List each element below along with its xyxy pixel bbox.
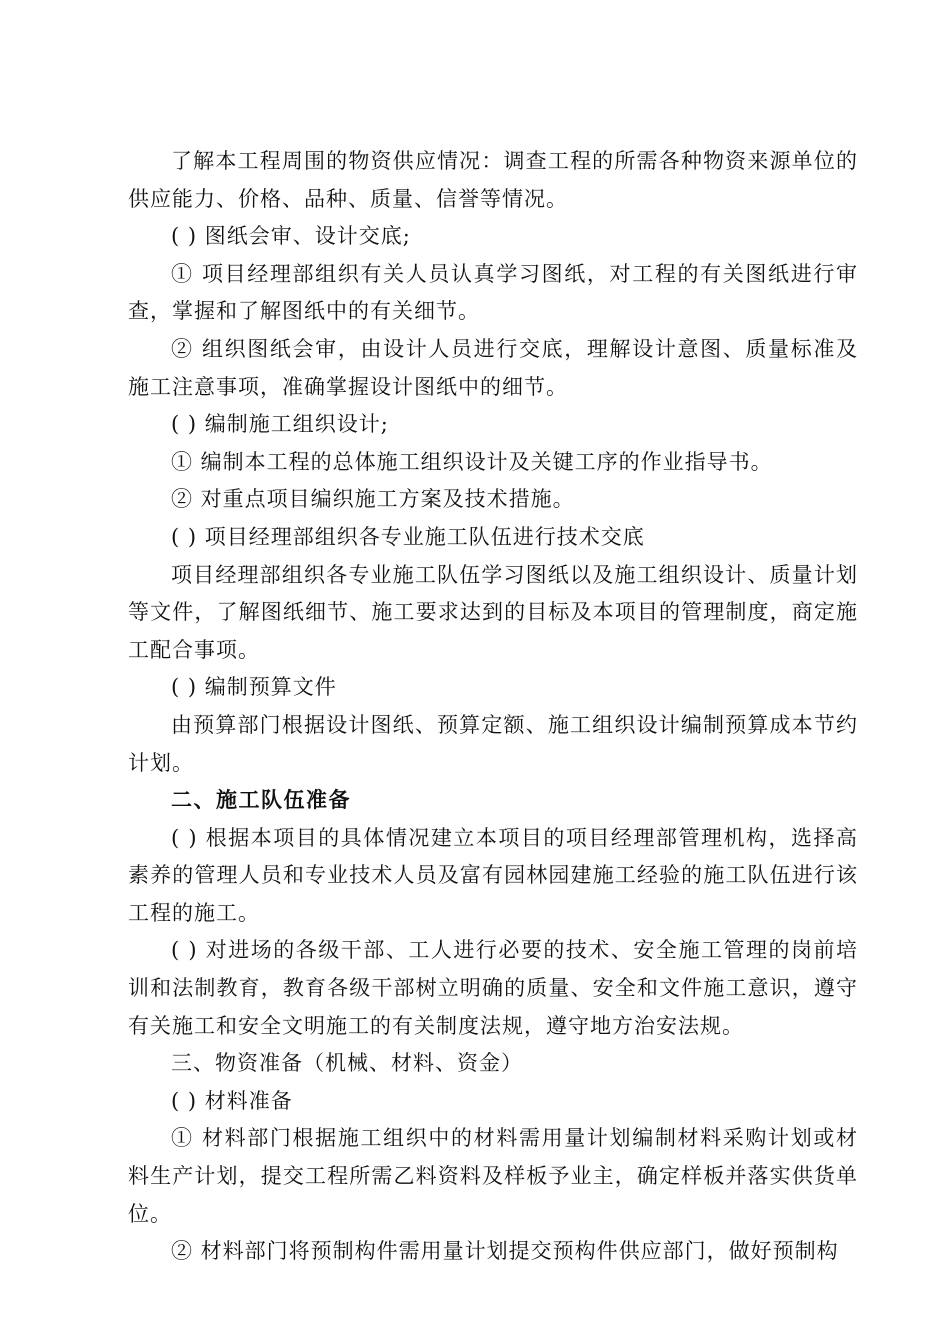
paragraph-drawing-review-2: ② 组织图纸会审，由设计人员进行交底，理解设计意图、质量标准及施工注意事项，准确掌握设计图纸中的细节。 [128,336,858,399]
paragraph-budget-heading: ( ) 编制预算文件 [171,675,337,700]
section-heading-material-preparation: 三、物资准备（机械、材料、资金） [171,1051,523,1076]
paragraph-team-preparation-1: ( ) 根据本项目的具体情况建立本项目的项目经理部管理机构，选择高素养的管理人员和专业技术人员及富有园林园建施工经验的施工队伍进行该工程的施工。 [128,825,858,925]
paragraph-material-supply: 了解本工程周围的物资供应情况：调查工程的所需各种物资来源单位的供应能力、价格、品种、质量、信誉等情况。 [128,149,858,211]
paragraph-technical-briefing-body: 项目经理部组织各专业施工队伍学习图纸以及施工组织设计、质量计划等文件，了解图纸细节、施工要求达到的目标及本项目的管理制度，商定施工配合事项。 [128,562,858,662]
paragraph-materials-2: ② 材料部门将预制构件需用量计划提交预构件供应部门，做好预制构 [171,1239,839,1264]
paragraph-budget-body: 由预算部门根据设计图纸、预算定额、施工组织设计编制预算成本节约计划。 [128,712,858,775]
paragraph-team-preparation-2: ( ) 对进场的各级干部、工人进行必要的技术、安全施工管理的岗前培训和法制教育，教育各级干部树立明确的质量、安全和文件施工意识，遵守有关施工和安全文明施工的有关制度法规，遵守地方治安法规。 [128,938,858,1038]
paragraph-construction-design-heading: ( ) 编制施工组织设计; [171,412,389,437]
paragraph-construction-design-2: ② 对重点项目编织施工方案及技术措施。 [171,487,575,512]
paragraph-materials-1: ① 材料部门根据施工组织中的材料需用量计划编制材料采购计划或材料生产计划，提交工程所需乙料资料及样板予业主，确定样板并落实供货单位。 [128,1126,858,1226]
document-body [128,143,858,1271]
paragraph-construction-design-1: ① 编制本工程的总体施工组织设计及关键工序的作业指导书。 [171,449,773,474]
paragraph-materials-heading: ( ) 材料准备 [171,1088,293,1113]
paragraph-drawing-review-1: ① 项目经理部组织有关人员认真学习图纸，对工程的有关图纸进行审查，掌握和了解图纸中的有关细节。 [128,261,858,324]
paragraph-technical-briefing-heading: ( ) 项目经理部组织各专业施工队伍进行技术交底 [171,524,645,549]
paragraph-drawing-review-heading: ( ) 图纸会审、设计交底; [171,224,411,249]
section-heading-team-preparation: 二、施工队伍准备 [171,788,351,813]
